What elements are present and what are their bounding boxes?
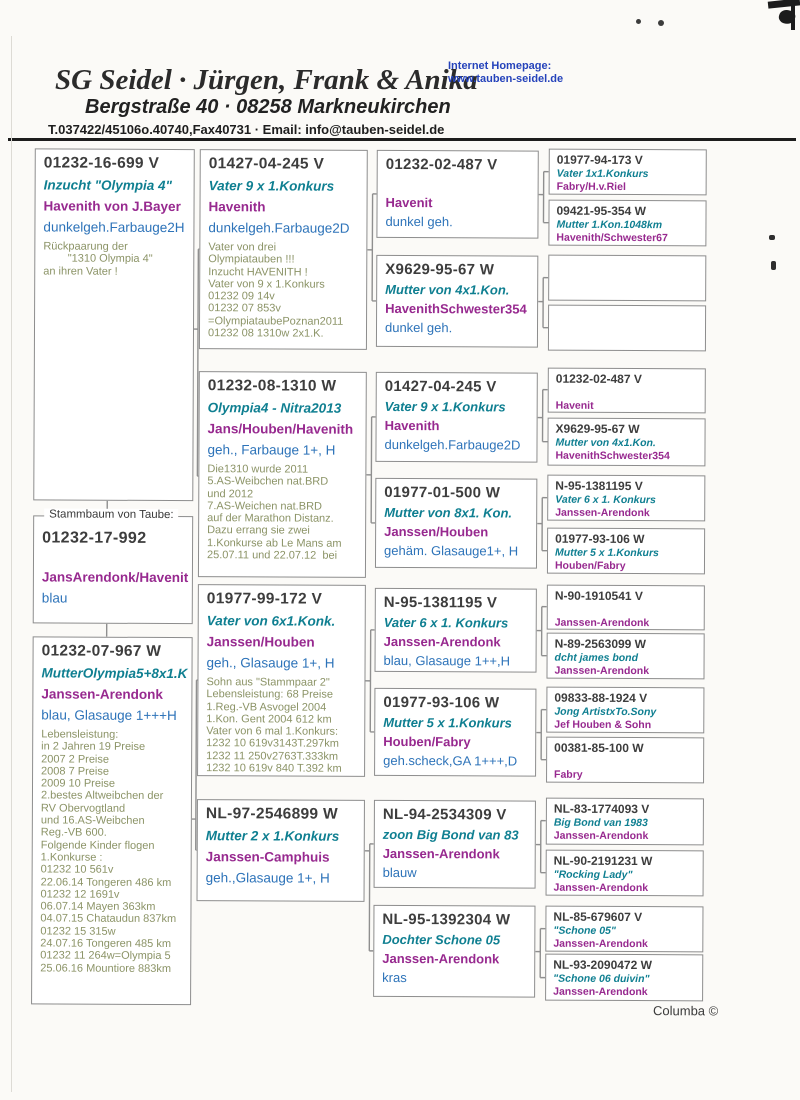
strain-line: Fabry: [554, 768, 583, 781]
achievement-line: Olympia4 - Nitra2013: [207, 400, 342, 416]
ring-number: NL-85-679607 V: [553, 909, 643, 925]
notes: Sohn aus "Stammpaar 2" Lebensleistung: 68 Preise 1.Reg.-VB Asvogel 2004 1.Kon. Gent 2004 612 km Vater von 6 mal 1.Konkurs: 1232 10 619v3143T.297km 1232 11 250v2763T.333km 1232 10 619v 840 T.392 km: [206, 676, 342, 775]
strain-line: Janssen-Arendonk: [554, 664, 650, 678]
gen4-box-2: [548, 200, 706, 247]
strain-line: [556, 323, 698, 324]
gen4-box-11: [546, 687, 704, 734]
ring-number: X9629-95-67 W: [385, 260, 495, 279]
ring-number: NL-97-2546899 W: [205, 805, 338, 823]
gen4-box-6: [547, 418, 705, 467]
scan-artifact-dot: [658, 20, 664, 26]
strain-line: Janssen/Houben: [384, 523, 489, 540]
gen1-box-mother: [31, 636, 193, 1005]
strain-line: Janssen-Camphuis: [205, 849, 330, 865]
gen4-box-9: [547, 585, 705, 631]
ring-number: 01427-04-245 V: [208, 155, 325, 173]
achievement-line: Mutter 5 x 1.Konkurs: [383, 714, 512, 731]
strain-line: [556, 273, 698, 274]
ring-number: 01977-99-172 V: [206, 590, 323, 608]
strain-line: Janssen-Arendonk: [553, 829, 649, 843]
achievement-line: Mutter von 8x1. Kon.: [384, 504, 513, 521]
strain-line: Janssen-Arendonk: [382, 845, 500, 862]
strain-line: Jans/Houben/Havenith: [207, 421, 354, 437]
gen4-box-15: [545, 906, 703, 953]
ring-number: 01232-07-967 W: [41, 642, 162, 660]
gen4-box-12: [546, 737, 704, 784]
ring-number: 00381-85-100 W: [554, 740, 644, 756]
color-line: blau, Glasauge 1++,H: [383, 652, 511, 669]
strain-line: Havenit: [555, 399, 594, 412]
achievement-line: "Schone 06 duivin": [553, 972, 650, 986]
notes: Vater von drei Olympiatauben !!! Inzucht HAVENITH ! Vater von 9 x 1.Konkurs 01232 09 14v 01232 07 853v =OlympiataubePoznan2011 01232 08 1310w 2x1.K.: [207, 241, 344, 340]
achievement-line: Mutter von 4x1.Kon.: [555, 436, 656, 450]
strain-line: Janssen-Arendonk: [553, 881, 649, 895]
ring-number: 01977-94-173 V: [556, 152, 643, 168]
color-line: geh.scheck,GA 1+++,D: [383, 752, 518, 769]
strain-line: Fabry/H.v.Riel: [556, 180, 626, 193]
gen4-box-10: [546, 633, 704, 680]
strain-line: Janssen-Arendonk: [553, 985, 648, 999]
achievement-line: [386, 177, 530, 192]
strain-line: Janssen-Arendonk: [382, 950, 500, 967]
loft-address: Bergstraße 40 · 08258 Markneukirchen: [85, 96, 451, 118]
scan-artifact-dot: [636, 19, 641, 24]
gen2-box-3: [197, 584, 366, 777]
achievement-line: MutterOlympia5+8x1.K: [41, 665, 188, 682]
gen3-box-3: [375, 372, 537, 463]
achievement-line: "Rocking Lady": [553, 868, 633, 882]
color-line: geh.,Glasauge 1+, H: [205, 870, 330, 886]
ring-number: 01232-08-1310 W: [207, 377, 337, 395]
achievement-line: Vater 6 x 1. Konkurs: [555, 493, 656, 507]
strain-line: Havenith: [208, 199, 266, 215]
ring-number: 01232-17-992: [42, 529, 147, 547]
strain-line: HavenithSchwester354: [555, 449, 670, 463]
color-line: dunkel geh.: [384, 319, 453, 336]
gen4-box-14: [546, 850, 704, 897]
gen3-box-5: [375, 588, 537, 673]
achievement-line: [555, 604, 697, 617]
strain-line: Houben/Fabry: [383, 733, 471, 750]
subject-box: [33, 508, 193, 624]
homepage-label: Internet Homepage:: [448, 60, 552, 72]
ring-number: 01977-93-106 W: [383, 693, 500, 712]
achievement-line: Vater 1x1.Konkurs: [556, 167, 649, 181]
achievement-line: Inzucht "Olympia 4": [43, 177, 172, 194]
color-line: dunkelgeh.Farbauge2D: [384, 436, 521, 453]
ring-number: 09421-95-354 W: [556, 203, 646, 219]
notes: Lebensleistung: in 2 Jahren 19 Preise 2007 2 Preise 2008 7 Preise 2009 10 Preise 2.bestes Altweibchen der RV Obervogtland und 16.AS-Weibchen Reg.-VB 600. Folgende Kinder flogen 1.Konkurse : 01232 10 561v 22.06.14 Tongeren 486 km 01232 12 1691v 06.07.14 Mayen 363km 04.07.15 Chataudun 837km 01232 15 315w 24.07.16 Tongeren 485 km 01232 11 264w=Olympia 5 25.06.16 Mountiore 883km: [40, 728, 177, 975]
achievement-line: Mutter 1.Kon.1048km: [556, 218, 663, 232]
notes: Die1310 wurde 2011 5.AS-Weibchen nat.BRD und 2012 7.AS-Weichen nat.BRD auf der Marathon Distanz. Dazu errang sie zwei 1.Konkurse ab Le Mans am 25.07.11 und 22.07.12 bei: [206, 463, 342, 562]
ring-number: NL-93-2090472 W: [553, 957, 652, 973]
achievement-line: Mutter 5 x 1.Konkurs: [555, 546, 659, 560]
gen2-box-1: [199, 149, 368, 350]
gen3-box-1: [376, 150, 538, 239]
ring-number: 01427-04-245 V: [384, 377, 497, 396]
strain-line: Janssen-Arendonk: [383, 633, 501, 650]
achievement-line: dcht james bond: [554, 651, 639, 665]
ring-number: NL-83-1774093 V: [553, 801, 650, 817]
subject-box-label: Stammbaum von Taube:: [44, 508, 179, 521]
achievement-line: Vater von 6x1.Konk.: [206, 613, 336, 629]
ring-number: NL-95-1392304 W: [382, 910, 511, 929]
gen4-box-7: [547, 475, 705, 522]
gen3-box-4: [375, 478, 537, 569]
scan-artifact-speck: [769, 235, 775, 240]
gen4-box-16: [545, 954, 703, 1002]
achievement-line: [556, 260, 698, 273]
achievement-line: Vater 6 x 1. Konkurs: [383, 614, 509, 631]
achievement-line: Big Bond van 1983: [553, 816, 648, 830]
ring-number: N-89-2563099 W: [554, 636, 647, 652]
columba-credit: Columba ©: [653, 1003, 719, 1019]
gen2-box-2: [198, 371, 367, 578]
color-line: geh., Glasauge 1+, H: [206, 655, 335, 671]
ring-number: 01232-02-487 V: [385, 155, 498, 174]
strain-line: Jef Houben & Sohn: [554, 718, 652, 732]
loft-name: SG Seidel · Jürgen, Frank & Anika: [55, 64, 478, 96]
achievement-line: Jong ArtistxTo.Sony: [554, 705, 657, 719]
color-line: dunkelgeh.Farbauge2D: [208, 220, 350, 236]
color-line: blauw: [382, 864, 417, 881]
ring-number: 01977-01-500 W: [384, 483, 501, 502]
color-line: kras: [382, 969, 407, 986]
gen3-box-6: [374, 688, 536, 777]
achievement-line: [556, 387, 698, 400]
gen4-box-5: [548, 368, 706, 414]
strain-line: Houben/Fabry: [554, 559, 626, 572]
strain-line: Janssen-Arendonk: [553, 937, 648, 951]
achievement-line: [554, 756, 696, 769]
strain-line: Janssen/Houben: [206, 634, 315, 650]
strain-line: Havenith von J.Bayer: [43, 198, 181, 215]
color-line: blau, Glasauge 1+++H: [41, 707, 177, 724]
scan-edge-line: [11, 36, 12, 1092]
ring-number: NL-90-2191231 W: [553, 853, 653, 869]
achievement-line: [556, 310, 698, 323]
gen1-box-father: [33, 148, 195, 501]
gen2-box-4: [197, 799, 365, 902]
strain-line: Janssen-Arendonk: [41, 686, 163, 702]
strain-line: Janssen-Arendonk: [555, 506, 650, 520]
notes: Rückpaarung der "1310 Olympia 4" an ihren Vater !: [43, 240, 153, 278]
strain-line: HavenithSchwester354: [385, 300, 527, 317]
achievement-line: Mutter von 4x1.Kon.: [385, 281, 510, 298]
achievement-line: "Schone 05": [553, 924, 616, 937]
ring-number: 01232-16-699 V: [43, 154, 160, 172]
loft-contact: T.037422/45106o.40740,Fax40731 · Email: info@tauben-seidel.de: [48, 122, 445, 137]
strain-line: Janssen-Arendonk: [554, 616, 650, 630]
scan-artifact-speck: [771, 261, 776, 270]
color-line: geh., Farbauge 1+, H: [207, 442, 336, 458]
gen4-box-3: [548, 255, 706, 302]
strain-line: JansArendonk/Havenit: [41, 569, 189, 586]
color-line: gehäm. Glasauge1+, H: [384, 542, 519, 559]
ring-number: 01232-02-487 V: [555, 371, 642, 387]
achievement-line: zoon Big Bond van 83: [382, 826, 519, 843]
strain-line: Havenith: [384, 417, 440, 434]
gen4-box-1: [549, 149, 707, 196]
strain-line: Havenith/Schwester67: [556, 231, 668, 245]
achievement-line: Dochter Schone 05: [382, 931, 501, 948]
ring-number: 09833-88-1924 V: [554, 690, 648, 706]
ring-number: X9629-95-67 W: [555, 421, 640, 437]
strain-line: Havenit: [385, 194, 433, 211]
homepage-url: www.tauben-seidel.de: [448, 73, 564, 85]
achievement-line: Mutter 2 x 1.Konkurs: [205, 828, 340, 844]
ring-number: N-95-1381195 V: [555, 478, 643, 494]
gen3-box-7: [374, 800, 536, 889]
ring-number: NL-94-2534309 V: [382, 805, 507, 824]
gen4-box-8: [547, 528, 705, 575]
gen3-box-2: [376, 255, 538, 348]
gen4-box-4: [548, 305, 706, 352]
achievement-line: Vater 9 x 1.Konkurs: [208, 178, 335, 194]
color-line: dunkelgeh.Farbauge2H: [43, 219, 185, 236]
ring-number: 01977-93-106 W: [555, 531, 645, 547]
ring-number: N-90-1910541 V: [554, 588, 643, 604]
color-line: dunkel geh.: [385, 213, 453, 230]
gen4-box-13: [546, 798, 704, 846]
gen3-box-8: [373, 905, 535, 998]
ring-number: N-95-1381195 V: [383, 593, 498, 612]
achievement-line: Vater 9 x 1.Konkurs: [384, 398, 506, 415]
color-line: blau: [41, 590, 68, 606]
